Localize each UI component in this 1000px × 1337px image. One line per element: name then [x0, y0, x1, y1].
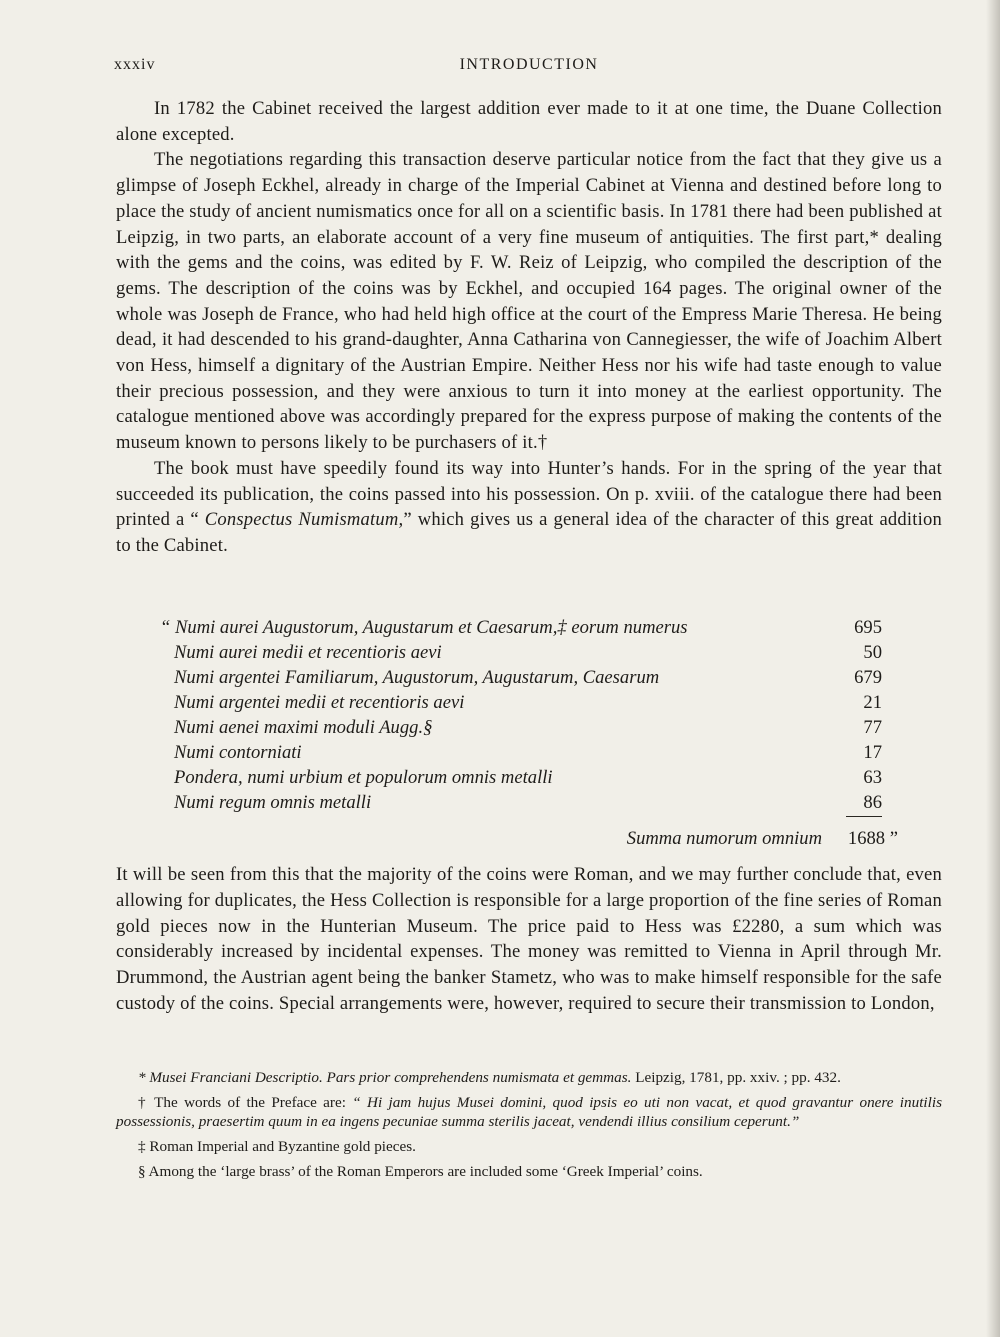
row-count: 679 — [854, 667, 882, 688]
main-text-upper — [116, 96, 942, 559]
row-count: 86 — [863, 792, 882, 813]
row-label: Numi regum omnis metalli — [174, 792, 372, 813]
footnote-2-intro: † The words of the Preface are: — [138, 1094, 353, 1111]
row-label: “ Numi aurei Augustorum, Augustarum et Caesarum,‡ eorum numerus — [160, 617, 688, 638]
row-label: Numi contorniati — [174, 742, 302, 763]
row-label: Numi argentei medii et recentioris aevi — [174, 692, 465, 713]
table-row — [116, 714, 942, 739]
total-label: Summa numorum omnium — [626, 828, 822, 849]
row-label: Numi aenei maximi moduli Augg.§ — [174, 717, 433, 738]
footnotes — [116, 1068, 942, 1187]
footnote-2-quote: “ Hi jam hujus Musei domini, quod ipsis eo uti non vacat, et quod gravantur onere inutilis possessionis, praesertim quum in ea ingens pecuniae summa sterilis jaceat, vendendi illius consilium ceperunt.” — [116, 1094, 942, 1130]
total-rule — [846, 816, 882, 817]
paragraph-3-end: ” which gives us a general idea of the character of this great addition to the Cabinet. — [116, 509, 942, 556]
row-label: Numi argentei Familiarum, Augustorum, Augustarum, Caesarum — [174, 667, 660, 688]
table-row — [116, 739, 942, 764]
footnote-1-title: * Musei Franciani Descriptio. Pars prior comprehendens numismata et gemmas. — [138, 1069, 632, 1086]
paragraph-4: It will be seen from this that the majority of the coins were Roman, and we may further conclude that, even allowing for duplicates, the Hess Collection is responsible for a large proportion of the fine series of Roman gold pieces now in the Hunterian Museum. The price paid to Hess was £2280, a sum which was considerably increased by incidental expenses. The money was remitted to Vienna in April through Mr. Drummond, the Austrian agent being the banker Stametz, who was to make himself responsible for the safe custody of the coins. Special arrangements were, however, required to secure their transmission to London, — [116, 864, 942, 1014]
table-row — [116, 689, 942, 714]
row-count: 21 — [863, 692, 882, 713]
paragraph-3 — [116, 456, 942, 559]
page-edge-shadow — [986, 0, 1000, 1337]
conspectus-table — [116, 614, 942, 849]
table-row — [116, 664, 942, 689]
paragraph-2: The negotiations regarding this transaction deserve particular notice from the fact that they give us a glimpse of Joseph Eckhel, already in charge of the Imperial Cabinet at Vienna and destined before long to place the study of ancient numismatics once for all on a scientific basis. In 1781 there had been published at Leipzig, in two parts, an elaborate account of a very fine museum of antiquities. The first part,* dealing with the gems and the coins, was edited by F. W. Reiz of Leipzig, who compiled the description of the gems. The description of the coins was by Eckhel, and occupied 164 pages. The original owner of the whole was Joseph de France, who had held high office at the court of the Empress Marie Theresa. He being dead, it had descended to his grand-daughter, Anna Catharina von Cannegiesser, the wife of Joachim Albert von Hess, himself a dignitary of the Austrian Empire. Neither Hess nor his wife had taste enough to value their precious possession, and they were anxious to turn it into money at the earliest opportunity. The catalogue mentioned above was accordingly prepared for the express purpose of making the contents of the museum known to persons likely to be purchasers of it.† — [116, 149, 942, 454]
paragraph-1: In 1782 the Cabinet received the largest addition ever made to it at one time, the Duane Collection alone excepted. — [116, 98, 942, 145]
row-count: 695 — [854, 617, 882, 638]
footnote-3: ‡ Roman Imperial and Byzantine gold pieces. — [138, 1138, 416, 1155]
footnote-2 — [116, 1093, 942, 1131]
row-count: 63 — [863, 767, 882, 788]
row-count: 50 — [863, 642, 882, 663]
running-title: INTRODUCTION — [459, 56, 599, 73]
footnote-4: § Among the ‘large brass’ of the Roman Emperors are included some ‘Greek Imperial’ coins. — [138, 1163, 703, 1180]
row-count: 77 — [863, 717, 882, 738]
total-row — [116, 828, 942, 853]
running-head — [114, 56, 944, 80]
row-label: Numi aurei medii et recentioris aevi — [174, 642, 442, 663]
row-label: Pondera, numi urbium et populorum omnis metalli — [174, 767, 553, 788]
footnote-1 — [116, 1068, 942, 1087]
total-value: 1688 ” — [847, 828, 898, 849]
table-row — [116, 764, 942, 789]
table-row — [116, 789, 942, 814]
page-number: xxxiv — [114, 56, 156, 73]
table-row — [116, 614, 942, 639]
paragraph-3-start: The book must have speedily found its way into Hunter’s hands. For in the spring of the year that succeeded its publication, the coins passed into his possession. On p. xviii. of the catalogue there had been printed a “ — [116, 457, 942, 531]
main-text-lower — [116, 862, 942, 1017]
table-row — [116, 639, 942, 664]
footnote-1-rest: Leipzig, 1781, pp. xxiv. ; pp. 432. — [631, 1069, 841, 1086]
conspectus-title: Conspectus Numismatum, — [204, 509, 404, 531]
row-count: 17 — [863, 742, 882, 763]
